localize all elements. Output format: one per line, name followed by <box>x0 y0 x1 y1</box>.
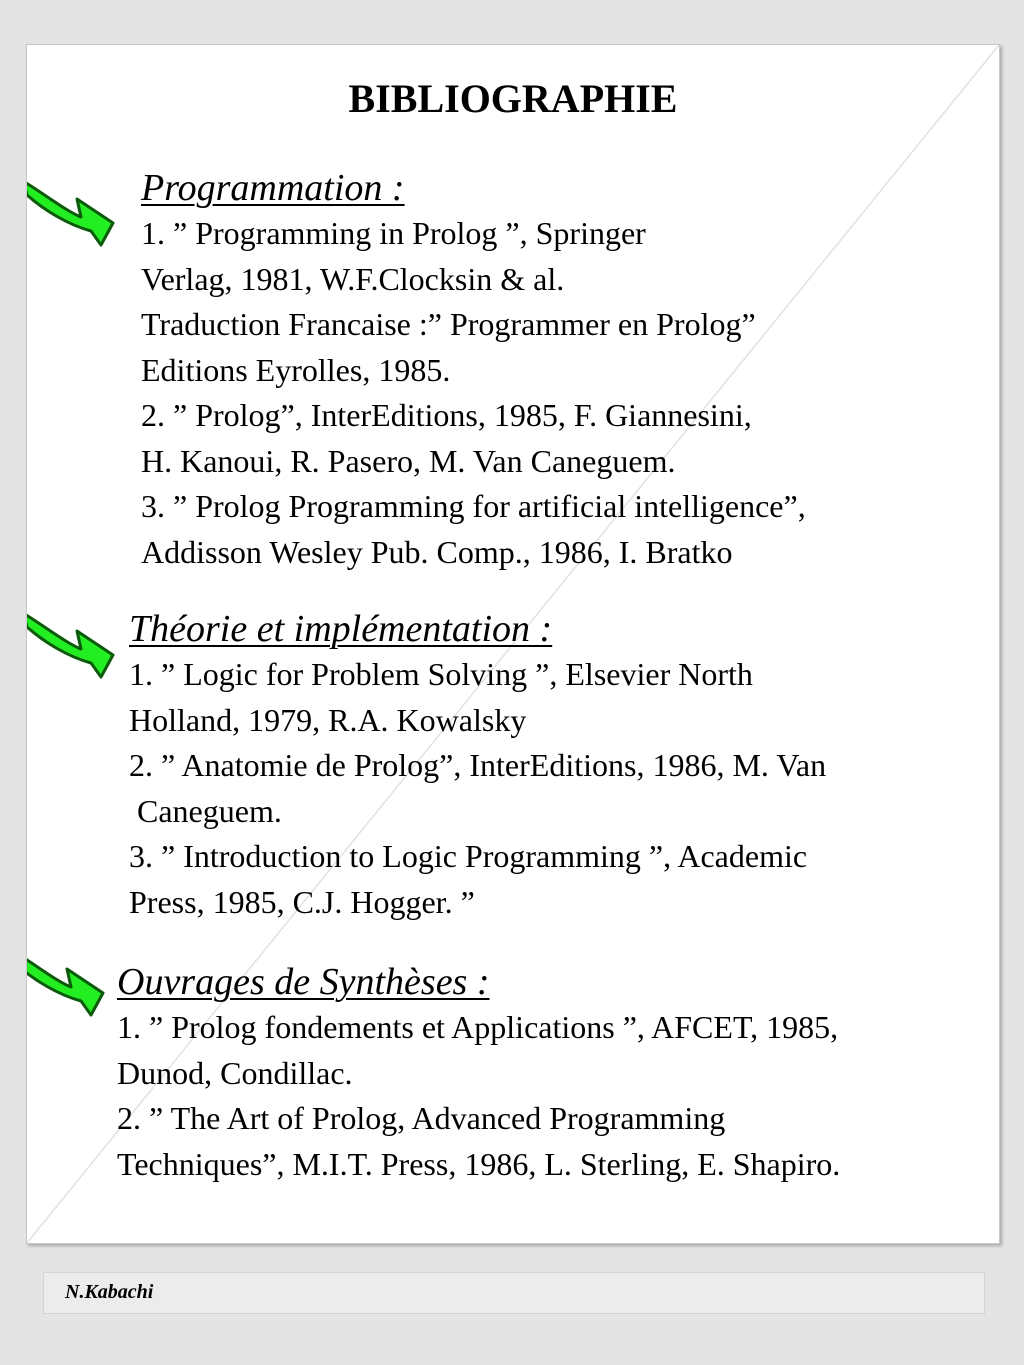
reference-line: 3. ” Prolog Programming for artificial intelligence”, <box>141 488 806 524</box>
reference-line: H. Kanoui, R. Pasero, M. Van Caneguem. <box>141 442 676 479</box>
reference-line: Caneguem. <box>129 792 282 829</box>
reference-line: Verlag, 1981, W.F.Clocksin & al. <box>141 260 565 297</box>
reference-line: 1. ” Programming in Prolog ”, Springer <box>141 215 646 251</box>
footer-bar <box>43 1272 985 1314</box>
section-heading: Programmation : <box>141 167 405 209</box>
reference-line: 2. ” Anatomie de Prolog”, InterEditions, 1986, M. Van <box>129 747 827 783</box>
reference-line: Press, 1985, C.J. Hogger. ” <box>129 883 475 920</box>
reference-line: 2. ” The Art of Prolog, Advanced Programming <box>117 1100 726 1136</box>
green-arrow-icon <box>26 605 121 680</box>
page-title: BIBLIOGRAPHIE <box>348 76 678 121</box>
section-programmation <box>141 165 806 575</box>
footer-author: N.Kabachi <box>65 1281 154 1303</box>
reference-line: Editions Eyrolles, 1985. <box>141 351 451 388</box>
green-arrow-icon <box>26 173 121 248</box>
slide <box>26 44 1000 1244</box>
section-ouvrages <box>117 959 840 1187</box>
section-theorie <box>129 606 826 925</box>
reference-line: Techniques”, M.I.T. Press, 1986, L. Sterling, E. Shapiro. <box>117 1145 841 1182</box>
reference-line: 1. ” Prolog fondements et Applications ”, AFCET, 1985, <box>117 1009 839 1045</box>
reference-line: 3. ” Introduction to Logic Programming ”, Academic <box>129 838 808 874</box>
reference-line: Holland, 1979, R.A. Kowalsky <box>129 701 527 738</box>
section-heading: Théorie et implémentation : <box>129 608 553 650</box>
reference-line: Dunod, Condillac. <box>117 1054 353 1091</box>
reference-line: Traduction Francaise :” Programmer en Prolog” <box>141 306 756 342</box>
reference-line: 1. ” Logic for Problem Solving ”, Elsevier North <box>129 656 753 692</box>
green-arrow-icon <box>26 943 111 1018</box>
reference-line: 2. ” Prolog”, InterEditions, 1985, F. Giannesini, <box>141 397 752 433</box>
reference-line: Addisson Wesley Pub. Comp., 1986, I. Bratko <box>141 533 733 570</box>
section-heading: Ouvrages de Synthèses : <box>117 961 490 1003</box>
